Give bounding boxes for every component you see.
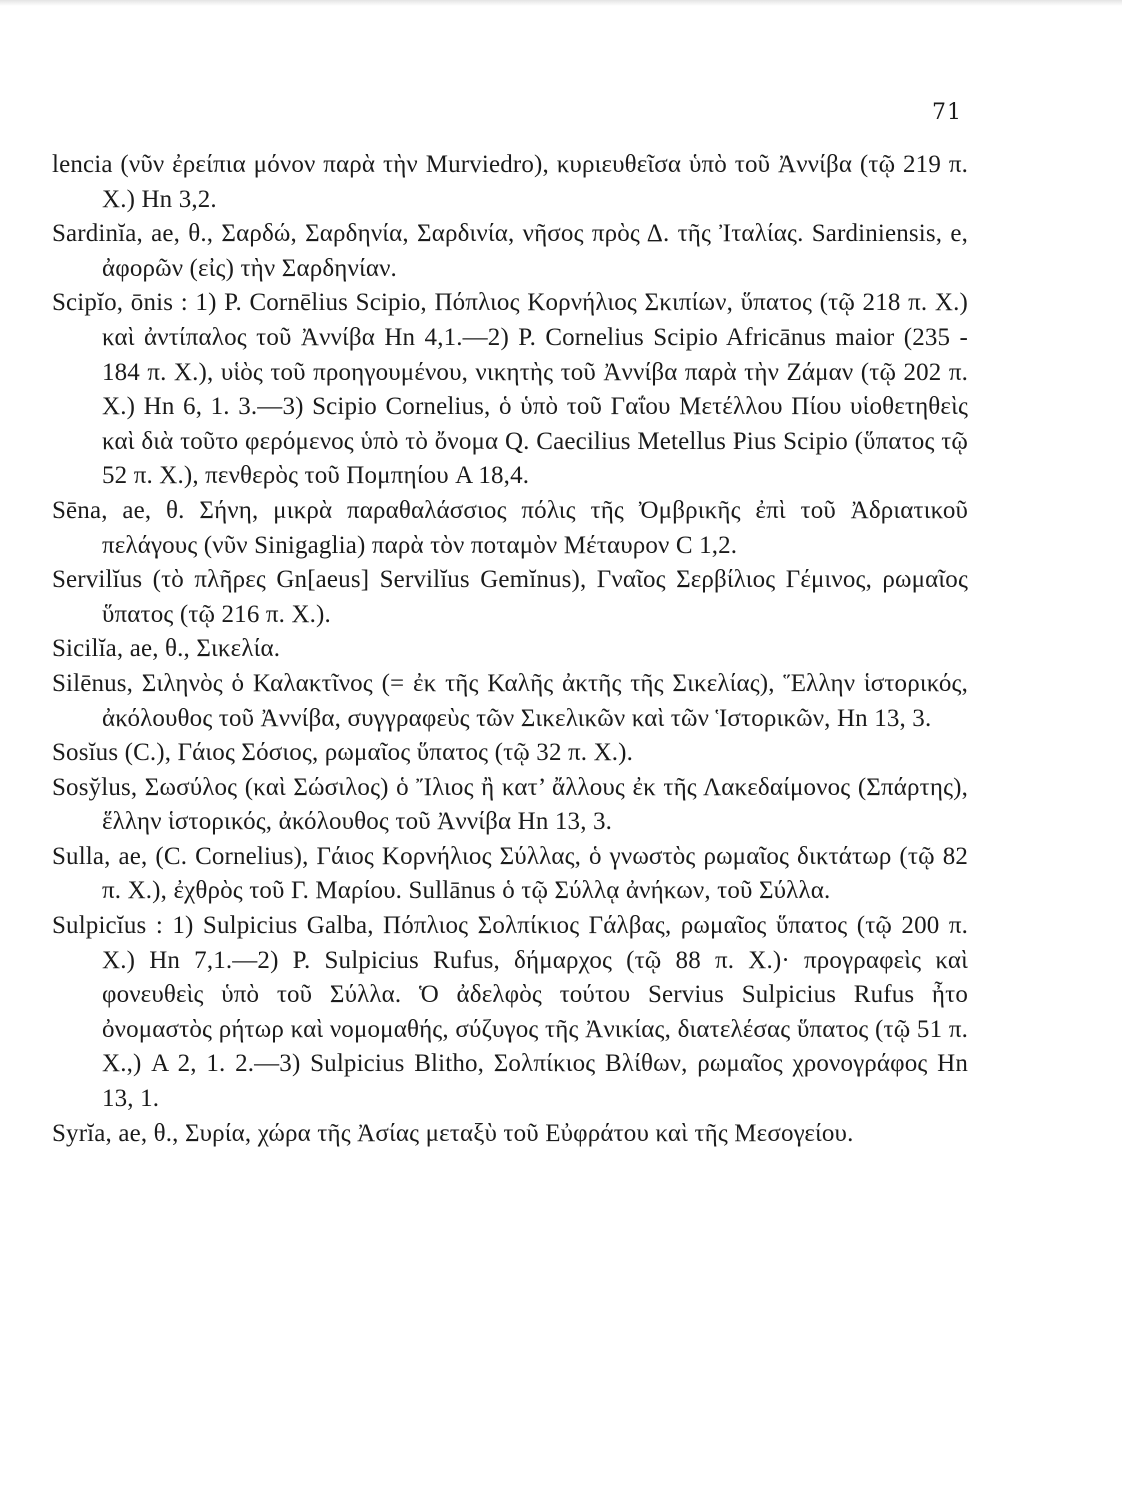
- glossary-entry-sosylus: [52, 771, 968, 840]
- page-number: 71: [932, 100, 962, 125]
- glossary-entry-syria: [52, 1117, 968, 1152]
- glossary-entry-sardinia: [52, 217, 968, 286]
- entry-text: Sulla, ae, (C. Cornelius), Γάιος Κορνήλιος Σύλλας, ὁ γνωστὸς ρωμαῖος δικτάτωρ (τῷ 82 π. Χ.), ἐχθρὸς τοῦ Γ. Μαρίου. Sullānus ὁ τῷ Σύλλᾳ ἀνήκων, τοῦ Σύλλα.: [52, 842, 968, 905]
- entry-text: Servilĭus (τὸ πλῆρες Gn[aeus] Servilĭus Gemĭnus), Γναῖος Σερβίλιος Γέμινος, ρωμαῖος ὕπατος (τῷ 216 π. Χ.).: [52, 566, 968, 628]
- glossary-entry-sulpicius: [52, 909, 968, 1117]
- glossary-entry-sena: [52, 494, 968, 563]
- page-top-edge: [0, 0, 1122, 6]
- entry-text: Silēnus, Σιληνὸς ὁ Καλακτῖνος (= ἐκ τῆς Καλῆς ἀκτῆς τῆς Σικελίας), Ἕλλην ἱστορικός, ἀκόλουθος τοῦ Ἀννίβα, συγγραφεὺς τῶν Σικελικῶν καὶ τῶν Ἱστορικῶν, Hn 13, 3.: [52, 669, 968, 732]
- entry-text: Sicilĭa, ae, θ., Σικελία.: [52, 635, 281, 663]
- glossary-entries: [52, 148, 968, 1151]
- glossary-entry-scipio: [52, 286, 968, 494]
- entry-text: Sulpicĭus : 1) Sulpicius Galba, Πόπλιος Σολπίκιος Γάλβας, ρωμαῖος ὕπατος (τῷ 200 π. Χ.) Hn 7,1.—2) P. Sulpicius Rufus, δήμαρχος (τῷ 88 π. Χ.)· προγραφεὶς καὶ φονευθεὶς ὑπὸ τοῦ Σύλλα. Ὁ ἀδελφὸς τούτου Servius Sulpicius Rufus ἦτο ὀνομαστὸς ρήτωρ καὶ νομομαθής, σύζυγος τῆς Ἀνικίας, διατελέσας ὕπατος (τῷ 51 π. Χ.,) A 2, 1. 2.—3) Sulpicius Blitho, Σολπίκιος Βλίθων, ρωμαῖος χρονογράφος Hn 13, 1.: [52, 912, 968, 1113]
- entry-text: Sēna, ae, θ. Σήνη, μικρὰ παραθαλάσσιος πόλις τῆς Ὀμβρικῆς ἐπὶ τοῦ Ἀδριατικοῦ πελάγους (νῦν Sinigaglia) παρὰ τὸν ποταμὸν Μέταυρον C 1,2.: [52, 496, 968, 559]
- entry-text: lencia (νῦν ἐρείπια μόνον παρὰ τὴν Murviedro), κυριευθεῖσα ὑπὸ τοῦ Ἀννίβα (τῷ 219 π. Χ.) Hn 3,2.: [52, 151, 968, 213]
- glossary-entry-sicilia: [52, 632, 968, 667]
- glossary-entry-silenus: [52, 667, 968, 736]
- entry-text: Sardinĭa, ae, θ., Σαρδώ, Σαρδηνία, Σαρδινία, νῆσος πρὸς Δ. τῆς Ἰταλίας. Sardiniensis, e, ἀφορῶν (εἰς) τὴν Σαρδηνίαν.: [52, 220, 968, 282]
- entry-text: Scipĭo, ōnis : 1) P. Cornēlius Scipio, Πόπλιος Κορνήλιος Σκιπίων, ὕπατος (τῷ 218 π. Χ.) καὶ ἀντίπαλος τοῦ Ἀννίβα Hn 4,1.—2) P. Cornelius Scipio Africānus maior (235 - 184 π. Χ.), υἱὸς τοῦ προηγουμένου, νικητὴς τοῦ Ἀννίβα παρὰ τὴν Ζάμαν (τῷ 202 π. Χ.) Hn 6, 1. 3.—3) Scipio Cornelius, ὁ ὑπὸ τοῦ Γαΐου Μετέλλου Πίου υἱοθετηθεὶς καὶ διὰ τοῦτο φερόμενος ὑπὸ τὸ ὄνομα Q. Caecilius Metellus Pius Scipio (ὕπατος τῷ 52 π. Χ.), πενθερὸς τοῦ Πομπηίου A 18,4.: [52, 289, 968, 490]
- entry-text: Sosy̆lus, Σωσύλος (καὶ Σώσιλος) ὁ Ἴλιος ἢ κατ’ ἄλλους ἐκ τῆς Λακεδαίμονος (Σπάρτης), ἕλλην ἱστορικός, ἀκόλουθος τοῦ Ἀννίβα Hn 13, 3.: [52, 773, 968, 836]
- glossary-entry-lencia: [52, 148, 968, 217]
- glossary-entry-servilius: [52, 563, 968, 632]
- glossary-entry-sulla: [52, 840, 968, 909]
- entry-text: Sosĭus (C.), Γάιος Σόσιος, ρωμαῖος ὕπατος (τῷ 32 π. Χ.).: [52, 739, 634, 767]
- entry-text: Syrĭa, ae, θ., Συρία, χώρα τῆς Ἀσίας μεταξὺ τοῦ Εὐφράτου καὶ τῆς Μεσογείου.: [52, 1119, 854, 1147]
- glossary-entry-sosius: [52, 736, 968, 771]
